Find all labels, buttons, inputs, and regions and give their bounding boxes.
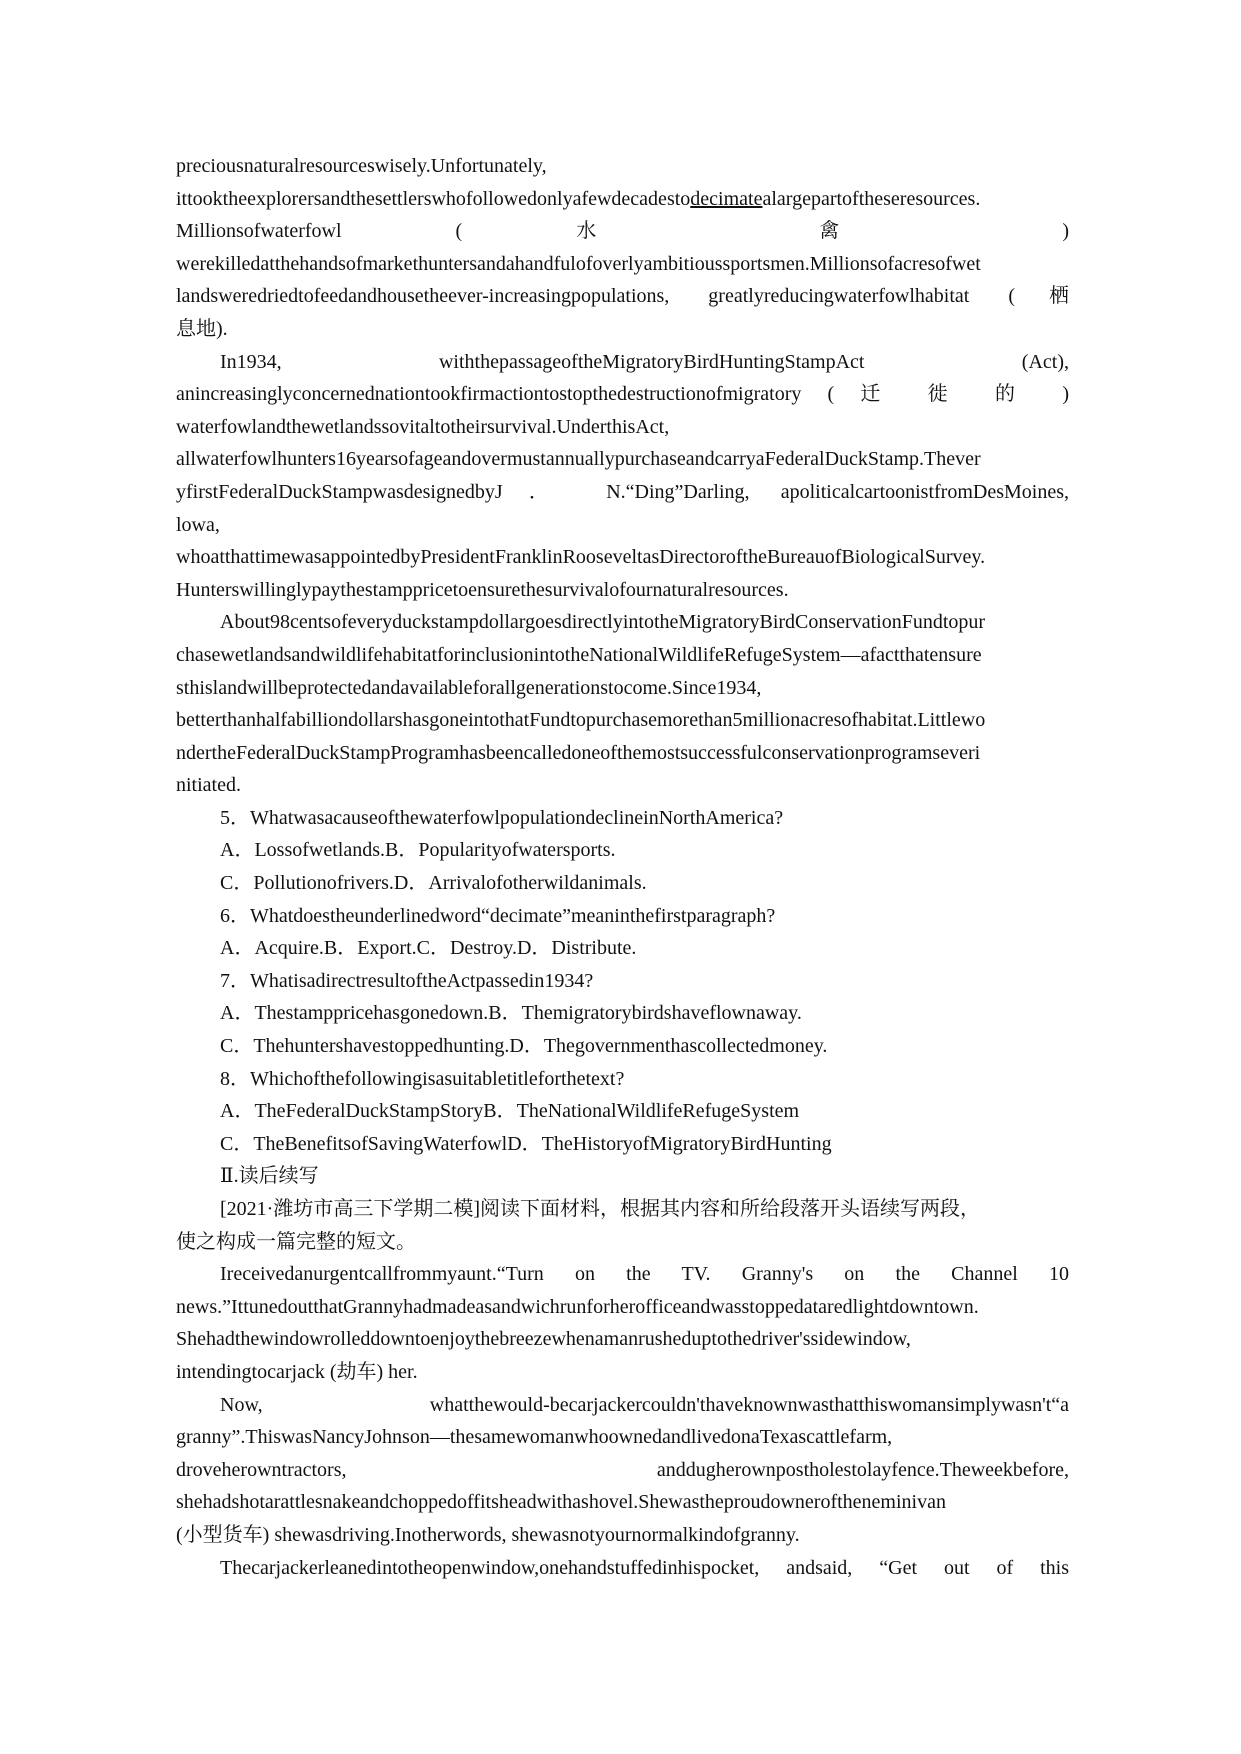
question-line: 7．WhatisadirectresultoftheActpassedin1934? (220, 969, 594, 992)
question-options: A．Lossofwetlands.B．Popularityofwatersports. (220, 839, 616, 862)
story-paragraph-granny (176, 1389, 1069, 1552)
paragraph-line: lowa, (176, 513, 220, 536)
question-line: 5．WhatwasacauseofthewaterfowlpopulationdeclineinNorthAmerica? (220, 806, 784, 829)
question-options: A．Acquire.B．Export.C．Destroy.D．Distribute. (220, 937, 637, 960)
paragraph-line: preciousnaturalresourceswisely.Unfortunately, (176, 155, 547, 177)
paragraph-line: anincreasinglyconcernednationtookfirmactiontostopthedestructionofmigratory ( 迁 徙 的 ) (176, 383, 1069, 406)
paragraph-line: ndertheFederalDuckStampProgramhasbeencalledoneofthemostsuccessfulconservationprogramseveri (176, 741, 981, 764)
paragraph-line: werekilledatthehandsofmarkethuntersandahandfulofoverlyambitioussportsmen.Millionsofacresofwet (176, 252, 981, 275)
paragraph-line: granny”.ThiswasNancyJohnson—thesamewomanwhoownedandlivedonaTexascattlefarm, (176, 1426, 893, 1449)
text-span: alargepartoftheseresources. (762, 187, 981, 210)
paragraph-line: Thecarjackerleanedintotheopenwindow,onehandstuffedinhispocket, andsaid, “Get out of this (220, 1556, 1069, 1579)
paragraph-line: chasewetlandsandwildlifehabitatforinclusionintotheNationalWildlifeRefugeSystem—afactthatensure (176, 643, 982, 666)
question-line: 8．Whichofthefollowingisasuitabletitleforthetext? (220, 1067, 625, 1090)
paragraph-line: In1934, withthepassageoftheMigratoryBirdHuntingStampAct (Act), (220, 350, 1069, 373)
paragraph-line: droveherowntractors, anddugherownpostholestolayfence.Theweekbefore, (176, 1458, 1069, 1481)
text-span: ittooktheexplorersandthesettlerswhofollowedonlyafewdecadesto (176, 187, 691, 210)
paragraph-stamp-act (176, 346, 1069, 607)
paragraph-line (176, 183, 1069, 216)
question-line: 6．Whatdoestheunderlinedword“decimate”meaninthefirstparagraph? (220, 904, 776, 927)
paragraph-line: About98centsofeveryduckstampdollargoesdirectlyintotheMigratoryBirdConservationFundtopur (220, 611, 986, 634)
paragraph-line: intendingtocarjack (劫车) her. (176, 1360, 418, 1383)
section-heading: Ⅱ.读后续写 (220, 1165, 319, 1188)
paragraph-line: Millionsofwaterfowl ( 水 禽 ) (176, 220, 1069, 243)
section-instructions: [2021·潍坊市高三下学期二模]阅读下面材料，根据其内容和所给段落开头语续写两段， (220, 1198, 980, 1220)
paragraph-line: nitiated. (176, 774, 241, 797)
paragraph-line: whoatthattimewasappointedbyPresidentFranklinRooseveltasDirectoroftheBureauofBiologicalSurvey. (176, 546, 986, 569)
question-options: C．Pollutionofrivers.D．Arrivalofotherwildanimals. (220, 872, 647, 895)
paragraph-line: yfirstFederalDuckStampwasdesignedbyJ． N.“Ding”Darling, apoliticalcartoonistfromDesMoines, (176, 480, 1069, 503)
question-options: A．Thestamppricehasgonedown.B．Themigratorybirdshaveflownaway. (220, 1002, 802, 1025)
paragraph-line: betterthanhalfabilliondollarshasgoneintothatFundtopurchasemorethan5millionacresofhabitat.Littlewo (176, 709, 986, 732)
paragraph-waterfowl-decline (176, 150, 1069, 346)
paragraph-line: (小型货车) shewasdriving.Inotherwords, shewasnotyournormalkindofgranny. (176, 1523, 800, 1546)
paragraph-line: Now, whatthewould-becarjackercouldn'thaveknownwasthatthiswomansimplywasn't“a (220, 1393, 1069, 1416)
section-instructions: 使之构成一篇完整的短文。 (176, 1230, 416, 1253)
paragraph-line: Shehadthewindowrolleddowntoenjoythebreezewhenamanrusheduptothedriver'ssidewindow, (176, 1328, 911, 1351)
paragraph-line: Ireceivedanurgentcallfrommyaunt.“Turn on the TV. Granny's on the Channel 10 (220, 1263, 1069, 1286)
document-page (176, 150, 1069, 1584)
paragraph-line: shehadshotarattlesnakeandchoppedoffitsheadwithashovel.Shewastheproudowneroftheneminivan (176, 1491, 946, 1514)
section-continuation-writing (176, 1160, 1069, 1258)
question-list (176, 802, 1069, 1161)
paragraph-line: landsweredriedtofeedandhousetheever-increasingpopulations, greatlyreducingwaterfowlhabitat (栖 (176, 285, 1069, 308)
paragraph-line: 息地). (176, 317, 228, 340)
underlined-word: decimate (690, 187, 763, 210)
story-paragraph-carjacker (176, 1552, 1069, 1585)
paragraph-line: waterfowlandthewetlandssovitaltotheirsurvival.UnderthisAct, (176, 415, 670, 438)
paragraph-line: news.”IttunedoutthatGrannyhadmadeasandwichrunforherofficeandwasstoppedataredlightdowntown. (176, 1295, 979, 1318)
paragraph-line: allwaterfowlhunters16yearsofageandovermustannuallypurchaseandcarryaFederalDuckStamp.Thever (176, 448, 981, 471)
question-options: C．TheBenefitsofSavingWaterfowlD．TheHistoryofMigratoryBirdHunting (220, 1132, 832, 1155)
question-options: C．Thehuntershavestoppedhunting.D．Thegovernmenthascollectedmoney. (220, 1035, 828, 1058)
paragraph-line: Hunterswillinglypaythestamppricetoensurethesurvivalofournaturalresources. (176, 578, 789, 601)
question-options: A．TheFederalDuckStampStoryB．TheNationalWildlifeRefugeSystem (220, 1100, 800, 1123)
story-paragraph-call (176, 1258, 1069, 1388)
paragraph-line: sthislandwillbeprotectedandavailableforallgenerationstocome.Since1934, (176, 676, 762, 699)
paragraph-conservation-fund (176, 606, 1069, 802)
